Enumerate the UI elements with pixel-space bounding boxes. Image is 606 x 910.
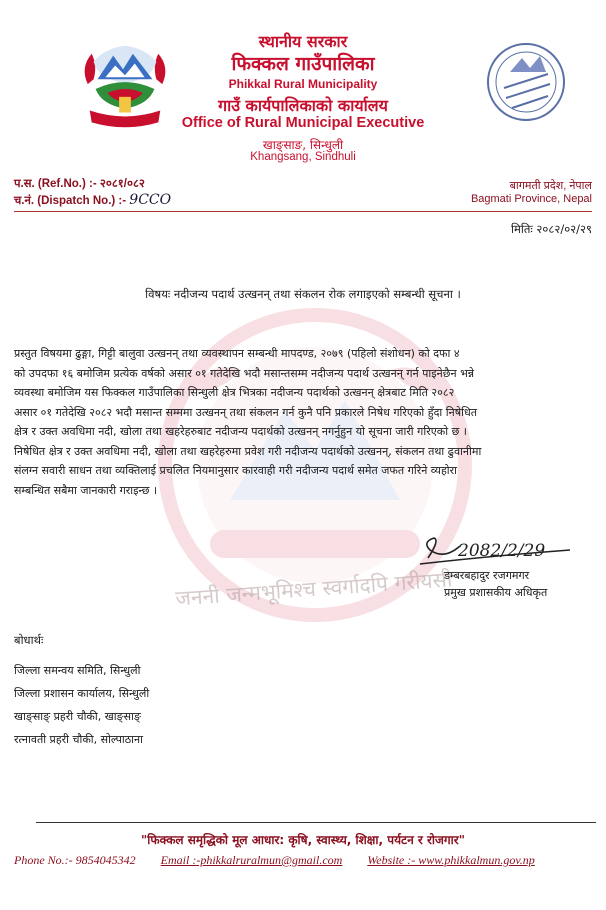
ref-value: २०८१/०८२ [99, 178, 145, 190]
watermark-motto: जननी जन्मभूमिश्च स्वर्गादपि गरीयसी [174, 567, 453, 611]
body-line: संलग्न सवारी साधन तथा व्यक्तिलाई प्रचलित नियमानुसार कारवाही गरी नदीजन्य पदार्थ समेत जफत गरिने व्यहोरा [14, 464, 457, 477]
province-english: Bagmati Province, Nepal [470, 193, 592, 205]
cc-item: जिल्ला प्रशासन कार्यालय, सिन्धुली [14, 687, 150, 700]
signature-date: 2082/2/29 [458, 541, 546, 561]
office-name-english: Office of Rural Municipal Executive [181, 115, 425, 131]
cc-item: रत्नावती प्रहरी चौकी, सोल्पाठाना [14, 733, 143, 746]
body-line: को उपदफा १६ बमोजिम प्रत्येक वर्षको असार ०१ गतेदेखि भदौ मसान्तसम्म नदीजन्य पदार्थ उत्खनन् गर्न पाइनेछैन भन्ने [14, 366, 475, 380]
body-line: प्रस्तुत विषयमा ढुङ्गा, गिट्टी बालुवा उत्खनन् तथा व्यवस्थापन सम्बन्धी मापदण्ड, २०७९ (पहिलो संशोधन) को दफा ४ [14, 347, 460, 360]
reference-number [14, 176, 145, 191]
municipality-name-english: Phikkal Rural Municipality [228, 77, 378, 91]
signatory-name: डम्बरबहादुर रजगमगर [444, 569, 530, 582]
province-nepali: बागमती प्रदेश, नेपाल [509, 180, 592, 192]
municipality-name-nepali: फिक्कल गाउँपालिका [231, 53, 375, 75]
body-line: सम्बन्धित सबैमा जानकारी गराइन्छ । [14, 483, 158, 497]
dispatch-number [14, 192, 171, 208]
local-government-label: स्थानीय सरकार [258, 32, 348, 51]
cc-item: जिल्ला समन्वय समिति, सिन्धुली [14, 664, 141, 677]
office-name-nepali: गाउँ कार्यपालिकाको कार्यालय [218, 96, 388, 115]
letter-date: मितिः २०८२/०२/२९ [511, 222, 592, 236]
footer-contact [14, 853, 535, 868]
footer-motto: "फिक्कल समृद्धिको मूल आधार: कृषि, स्वास्थ्य, शिक्षा, पर्यटन र रोजगार" [141, 833, 465, 847]
cc-label: बोधार्थः [14, 633, 44, 647]
ref-label: प.स. (Ref.No.) :- [14, 178, 97, 190]
body-line: निषेधित क्षेत्र र उक्त अवधिमा नदी, खोला तथा खहरेहरुमा प्रवेश गरी नदीजन्य पदार्थको उत्खनन्, संकलन तथा ढुवानीमा [14, 444, 482, 458]
footer-email-link[interactable]: Email :-phikkalruralmun@gmail.com [160, 853, 343, 867]
address-english: Khangsang, Sindhuli [250, 151, 356, 163]
notice-body [14, 344, 594, 500]
cc-item: खाङ्साङ् प्रहरी चौकी, खाङ्साङ् [14, 710, 141, 723]
body-line: क्षेत्र र उक्त अवधिमा नदी, खोला तथा खहरेहरुबाट नदीजन्य पदार्थको उत्खनन् नगर्नुहुन यो सूचना जारी गरिएको छ । [14, 425, 467, 438]
footer-website-link[interactable]: Website :- www.phikkalmun.gov.np [367, 853, 535, 867]
footer-phone: Phone No.:- 9854045342 [14, 853, 136, 867]
header-divider [14, 211, 592, 212]
dispatch-value: 9CCO [129, 192, 172, 208]
body-line: असार ०१ गतेदेखि २०८२ भदौ मसान्त सम्ममा उत्खनन् तथा संकलन गर्न कुनै पनि प्रकारले निषेध गरिएको हुँदा निषेधित [14, 405, 477, 419]
footer-divider [36, 822, 596, 823]
subject-line: विषयः नदीजन्य पदार्थ उत्खनन् तथा संकलन रोक लगाइएको सम्बन्धी सूचना । [145, 287, 461, 301]
dispatch-label: च.नं. (Dispatch No.) :- [14, 195, 127, 207]
body-line: व्यवस्था बमोजिम यस फिक्कल गाउँपालिका सिन्धुली क्षेत्र भित्रका नदीजन्य पदार्थको उत्खनन् क्षेत्रबाट मिति २०८२ [14, 386, 455, 399]
address-nepali: खाङ्साङ, सिन्धुली [262, 138, 344, 152]
handwritten-signature [400, 520, 590, 570]
signatory-title: प्रमुख प्रशासकीय अधिकृत [444, 586, 548, 599]
